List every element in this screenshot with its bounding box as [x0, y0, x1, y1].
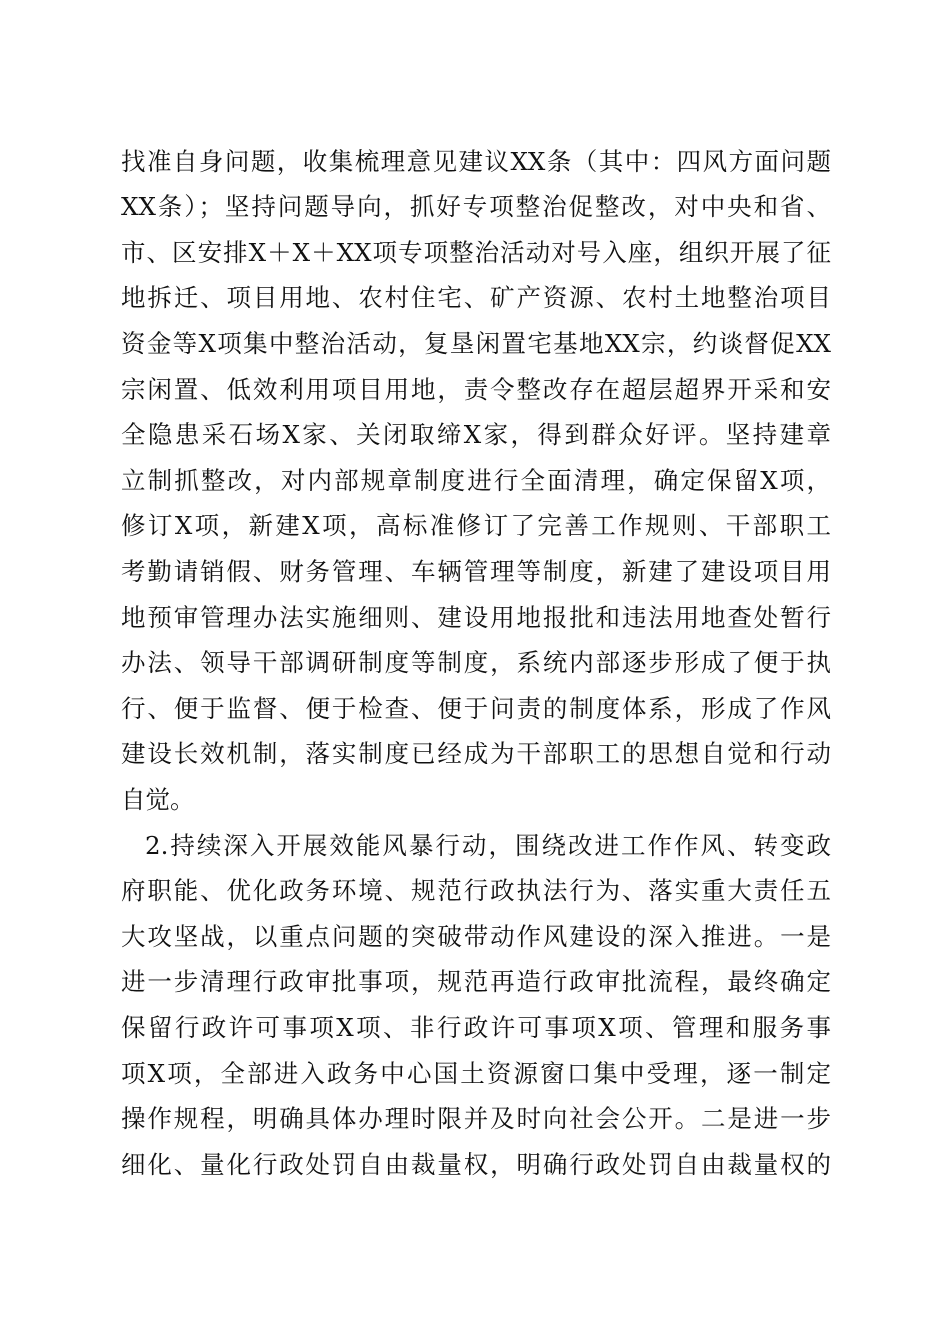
text-line: 全隐患采石场X家、关闭取缔X家，得到群众好评。坚持建章 [121, 420, 831, 449]
text-line: 项X项，全部进入政务中心国土资源窗口集中受理，逐一制定 [121, 1059, 831, 1088]
text-line: 大攻坚战，以重点问题的突破带动作风建设的深入推进。一是 [121, 922, 831, 951]
text-line: 操作规程，明确具体办理时限并及时向社会公开。二是进一步 [121, 1104, 831, 1133]
text-line: 保留行政许可事项X项、非行政许可事项X项、管理和服务事 [121, 1013, 831, 1042]
text-line: 资金等X项集中整治活动，复垦闲置宅基地XX宗，约谈督促XX [121, 329, 831, 358]
text-line: 府职能、优化政务环境、规范行政执法行为、落实重大责任五 [121, 876, 831, 905]
paragraph-end-line: 自觉。 [121, 785, 195, 814]
text-line: 地拆迁、项目用地、农村住宅、矿产资源、农村土地整治项目 [121, 283, 831, 312]
text-line: 修订X项，新建X项，高标准修订了完善工作规则、干部职工 [121, 511, 831, 540]
text-line: 细化、量化行政处罚自由裁量权，明确行政处罚自由裁量权的 [121, 1150, 831, 1179]
text-line: 宗闲置、低效利用项目用地，责令整改存在超层超界开采和安 [121, 375, 831, 404]
text-line: 考勤请销假、财务管理、车辆管理等制度，新建了建设项目用 [121, 557, 831, 586]
text-line: 建设长效机制，落实制度已经成为干部职工的思想自觉和行动 [121, 739, 831, 768]
text-line: 找准自身问题，收集梳理意见建议XX条（其中：四风方面问题 [121, 147, 831, 176]
text-line: 立制抓整改，对内部规章制度进行全面清理，确定保留X项， [121, 466, 831, 495]
text-line: 地预审管理办法实施细则、建设用地报批和违法用地查处暂行 [121, 603, 831, 632]
text-line: 进一步清理行政审批事项，规范再造行政审批流程，最终确定 [121, 967, 831, 996]
text-line: 市、区安排X＋X＋XX项专项整治活动对号入座，组织开展了征 [121, 238, 831, 267]
paragraph-first-line: 2.持续深入开展效能风暴行动，围绕改进工作作风、转变政 [145, 831, 831, 860]
text-line: 办法、领导干部调研制度等制度，系统内部逐步形成了便于执 [121, 648, 831, 677]
text-line: 行、便于监督、便于检查、便于问责的制度体系，形成了作风 [121, 694, 831, 723]
text-line: XX条）；坚持问题导向，抓好专项整治促整改，对中央和省、 [121, 192, 831, 221]
